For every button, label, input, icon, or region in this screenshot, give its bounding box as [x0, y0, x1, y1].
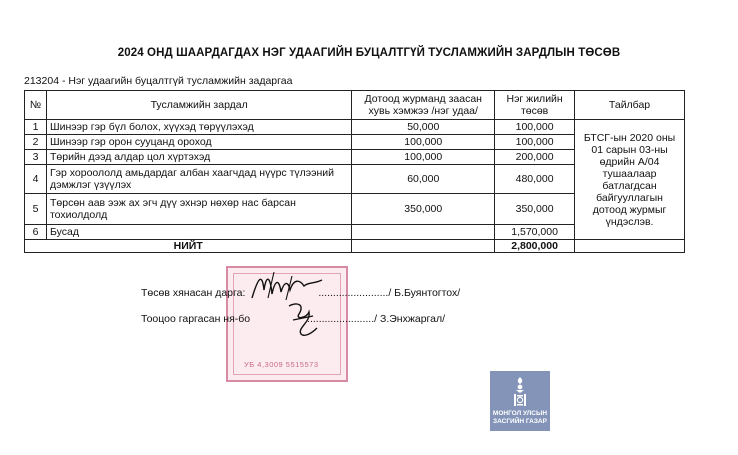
- approved-label: Төсөв хянасан дарга:: [141, 287, 246, 299]
- row-no: 6: [25, 225, 47, 240]
- emblem-caption: [490, 410, 550, 426]
- approved-signature-line: [141, 287, 460, 299]
- header-no: №: [25, 91, 47, 120]
- row-total: 100,000: [495, 120, 575, 135]
- row-name: Гэр хороололд амьдардаг албан хаагчдад нүүрс түлээний дэмжлэг үзүүлэх: [46, 165, 351, 194]
- row-total: 200,000: [495, 150, 575, 165]
- government-emblem: [490, 371, 550, 431]
- row-no: 5: [25, 194, 47, 225]
- table-row: [25, 120, 685, 135]
- prepared-label: Тооцоо гаргасан ня-бо: [141, 313, 251, 325]
- header-name: Тусламжийн зардал: [46, 91, 351, 120]
- prepared-dots: ......................./: [307, 313, 378, 325]
- header-total: Нэг жилийн төсөв: [495, 91, 575, 120]
- row-name: Төрийн дээд алдар цол хүртэхэд: [46, 150, 351, 165]
- approved-name: Б.Буянтогтох/: [394, 287, 461, 299]
- row-total: 480,000: [495, 165, 575, 194]
- row-no: 3: [25, 150, 47, 165]
- row-per: 100,000: [352, 150, 495, 165]
- header-note: Тайлбар: [575, 91, 685, 120]
- row-total: 1,570,000: [495, 225, 575, 240]
- emblem-line-2: ЗАСГИЙН ГАЗАР: [493, 418, 547, 425]
- budget-table: [24, 90, 685, 253]
- row-name: Бусад: [46, 225, 351, 240]
- prepared-name: З.Энхжаргал/: [379, 313, 446, 325]
- soyombo-icon: [512, 376, 528, 408]
- total-value: 2,800,000: [495, 240, 575, 253]
- approved-dots: ......................../: [318, 287, 392, 299]
- row-per: [352, 225, 495, 240]
- note-cell: БТСГ-ын 2020 оны 01 сарын 03-ны өдрийн А/04 тушаалаар батлагдсан байгууллагын дотоод журмыг үндэслэв.: [575, 120, 685, 240]
- total-empty: [352, 240, 495, 253]
- row-total: 100,000: [495, 135, 575, 150]
- row-per: 100,000: [352, 135, 495, 150]
- total-note-empty: [575, 240, 685, 253]
- row-name: Шинээр гэр орон сууцанд ороход: [46, 135, 351, 150]
- row-no: 2: [25, 135, 47, 150]
- document-title: 2024 ОНД ШААРДАГДАХ НЭГ УДААГИЙН БУЦАЛТГҮЙ ТУСЛАМЖИЙН ЗАРДЛЫН ТӨСӨВ: [117, 47, 621, 59]
- row-no: 4: [25, 165, 47, 194]
- total-label: НИЙТ: [25, 240, 352, 253]
- stamp-text: УБ 4,3009 5515573: [244, 360, 319, 369]
- header-per: Дотоод журманд заасан хувь хэмжээ /нэг удаа/: [352, 91, 495, 120]
- row-total: 350,000: [495, 194, 575, 225]
- row-per: 350,000: [352, 194, 495, 225]
- row-no: 1: [25, 120, 47, 135]
- row-name: Төрсөн аав ээж ах эгч дүү эхнэр нөхөр нас барсан тохиолдолд: [46, 194, 351, 225]
- table-header-row: [25, 91, 685, 120]
- total-row: [25, 240, 685, 253]
- emblem-line-1: МОНГОЛ УЛСЫН: [492, 410, 548, 417]
- row-name: Шинээр гэр бүл болох, хүүхэд төрүүлэхэд: [46, 120, 351, 135]
- document-subtitle: 213204 - Нэг удаагийн буцалтгүй тусламжийн задаргаа: [24, 75, 293, 87]
- row-per: 60,000: [352, 165, 495, 194]
- row-per: 50,000: [352, 120, 495, 135]
- prepared-signature-line: [141, 313, 445, 325]
